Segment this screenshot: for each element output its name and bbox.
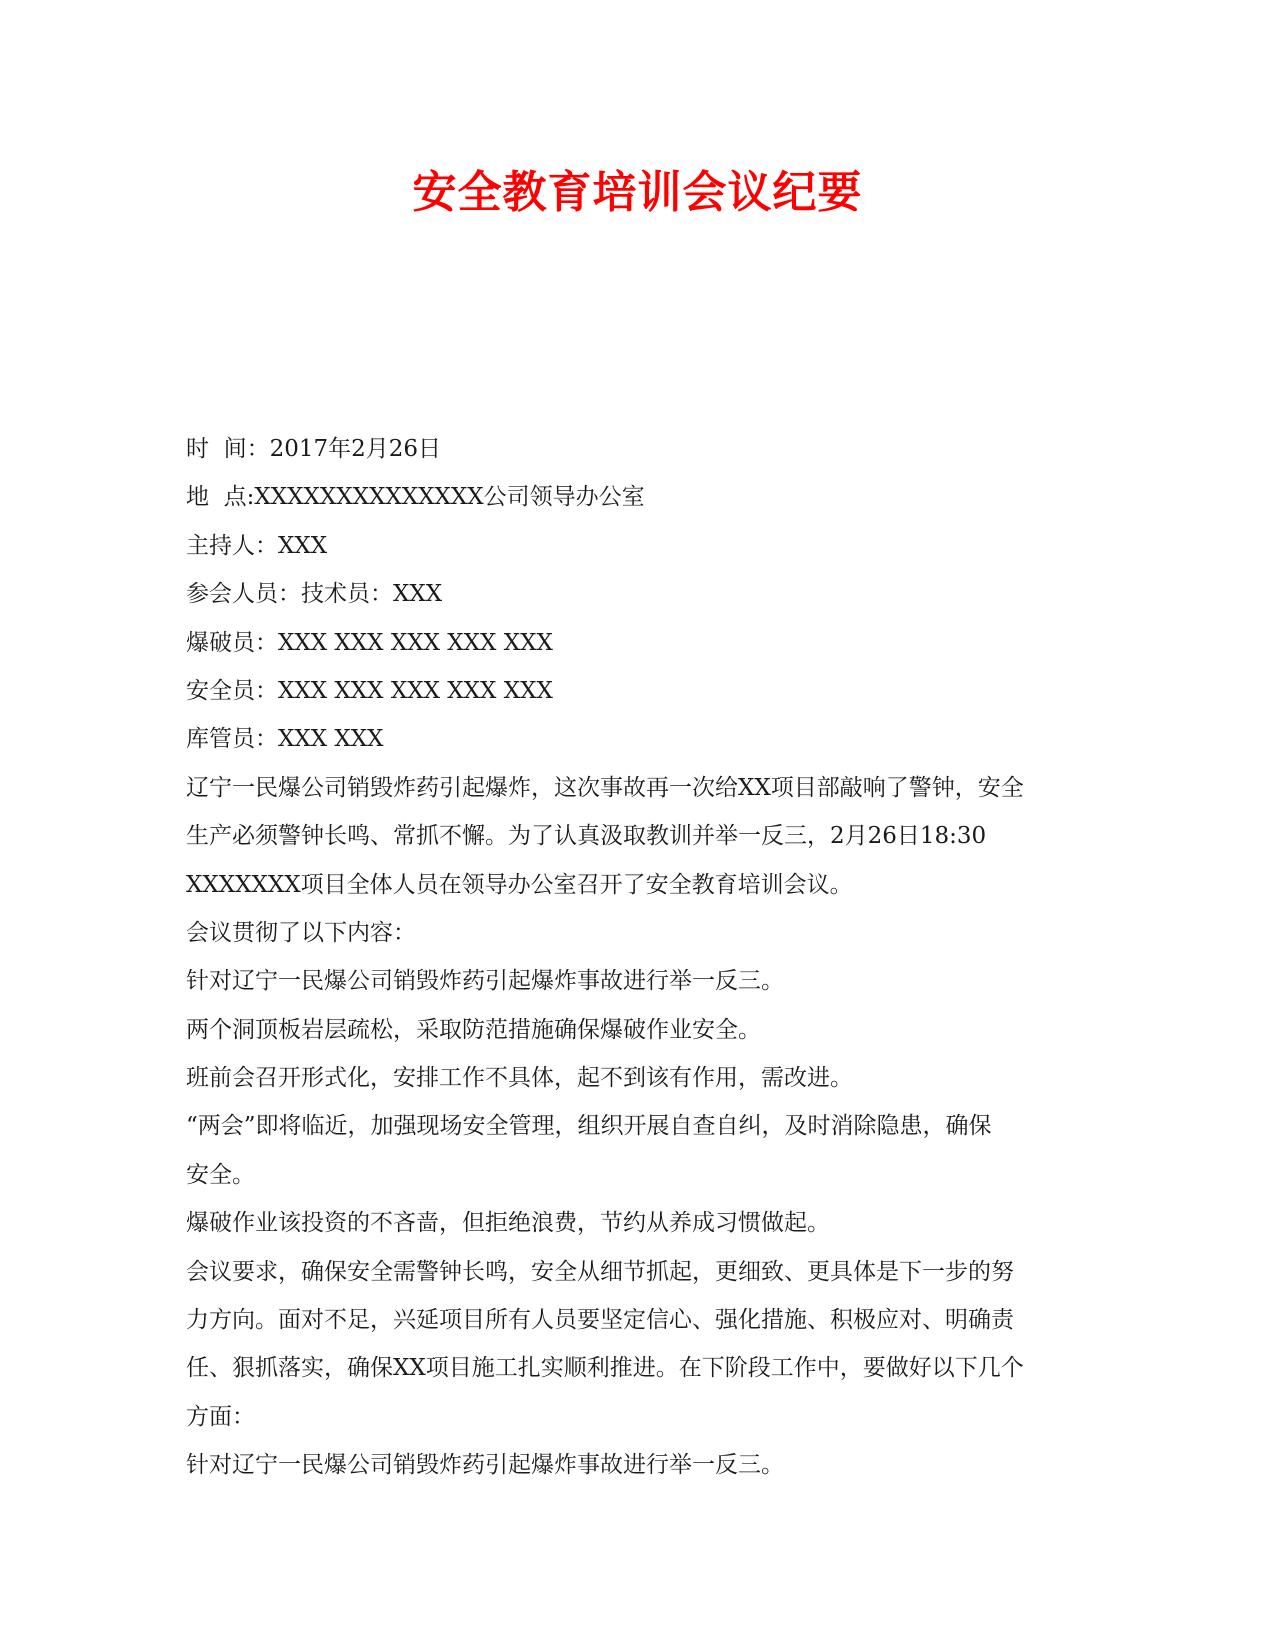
list-item: 安全。 [186,1161,255,1188]
list-item: “两会”即将临近，加强现场安全管理，组织开展自查自纠，及时消除隐患，确保 [186,1113,992,1140]
paragraph-line: 生产必须警钟长鸣、常抓不懈。为了认真汲取教训并举一反三，2月26日18:30 [186,823,987,850]
paragraph-line: 会议要求，确保安全需警钟长鸣，安全从细节抓起，更细致、更具体是下一步的努 [186,1258,1014,1285]
list-item: 针对辽宁一民爆公司销毁炸药引起爆炸事故进行举一反三。 [186,1452,784,1479]
paragraph-line: 力方向。面对不足，兴延项目所有人员要坚定信心、强化措施、积极应对、明确责 [186,1307,1014,1334]
meeting-host: 主持人：XXX [186,532,328,559]
paragraph-line: 会议贯彻了以下内容： [186,919,416,946]
warehouse-keepers: 库管员：XXX XXX [186,726,384,753]
blasters: 爆破员：XXX XXX XXX XXX XXX [186,629,553,656]
list-item: 爆破作业该投资的不吝啬，但拒绝浪费，节约从养成习惯做起。 [186,1210,830,1237]
meeting-attendees: 参会人员：技术员：XXX [186,581,443,608]
paragraph-line: 任、狠抓落实，确保XX项目施工扎实顺利推进。在下阶段工作中，要做好以下几个 [186,1355,1024,1382]
paragraph-line: 方面： [186,1403,255,1430]
list-item: 两个洞顶板岩层疏松，采取防范措施确保爆破作业安全。 [186,1016,761,1043]
document-body [186,425,1086,1490]
document-title: 安全教育培训会议纪要 [412,167,863,218]
paragraph-line: XXXXXXX项目全体人员在领导办公室召开了安全教育培训会议。 [186,871,853,898]
safety-officers: 安全员：XXX XXX XXX XXX XXX [186,677,553,704]
meeting-location: 地 点:XXXXXXXXXXXXXX公司领导办公室 [186,484,645,511]
list-item: 针对辽宁一民爆公司销毁炸药引起爆炸事故进行举一反三。 [186,968,784,995]
list-item: 班前会召开形式化，安排工作不具体，起不到该有作用，需改进。 [186,1065,853,1092]
meeting-time: 时 间：2017年2月26日 [186,436,442,462]
paragraph-line: 辽宁一民爆公司销毁炸药引起爆炸，这次事故再一次给XX项目部敲响了警钟，安全 [186,774,1024,801]
